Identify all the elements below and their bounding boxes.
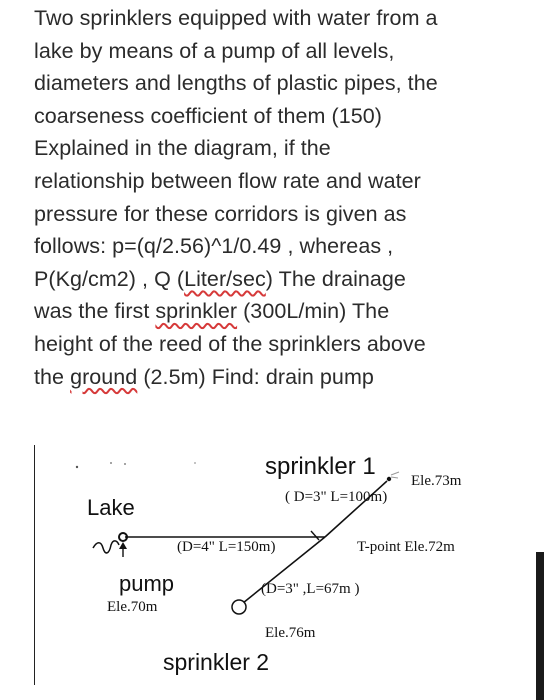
- tpoint-tick: [311, 531, 319, 540]
- sprinkler1-label: sprinkler 1: [265, 453, 376, 480]
- spellcheck-word-liter-sec: Liter/sec: [184, 266, 266, 291]
- question-line-10: [34, 295, 524, 328]
- pipe-network-diagram: [34, 445, 517, 685]
- question-line-10-end: (300L/min) The: [237, 299, 390, 324]
- question-line-5: Explained in the diagram, if the: [34, 136, 331, 161]
- question-line-1: Two sprinklers equipped with water from a: [34, 6, 438, 30]
- sprinkler2-elevation: Ele.76m: [265, 625, 316, 641]
- tpoint-label: T-point Ele.72m: [357, 539, 455, 555]
- question-line-10-start: was the first: [34, 299, 156, 324]
- speck-mark: [124, 463, 126, 465]
- question-line-3: diameters and lengths of plastic pipes, the: [34, 71, 438, 96]
- question-line-11: height of the reed of the sprinklers above: [34, 331, 426, 356]
- bottom-pipe-spec: (D=3" ,L=67m ): [261, 581, 360, 597]
- question-text: [34, 2, 524, 393]
- question-line-6: relationship between flow rate and water: [34, 168, 421, 193]
- sprinkler1-elevation: Ele.73m: [411, 473, 462, 489]
- question-line-2: lake by means of a pump of all levels,: [34, 38, 395, 63]
- sprinkler1-spray-icon: [391, 472, 399, 478]
- lake-wave-icon: [93, 541, 119, 553]
- top-pipe-spec: ( D=3" L=100m): [285, 489, 388, 505]
- pump-label: pump: [119, 571, 175, 596]
- pump-arrow-head-icon: [119, 542, 127, 549]
- lake-label: Lake: [87, 495, 135, 520]
- speck-mark: [76, 466, 78, 468]
- sprinkler2-node-icon: [232, 600, 246, 614]
- speck-mark: [110, 462, 112, 464]
- right-edge-bar: [536, 552, 544, 700]
- main-pipe-spec: (D=4" L=150m): [177, 539, 276, 555]
- question-line-12: [34, 361, 524, 394]
- sprinkler1-node-icon: [387, 477, 391, 481]
- pump-elevation: Ele.70m: [107, 599, 158, 615]
- question-line-9-end: ) The drainage: [265, 266, 406, 291]
- speck-mark: [194, 462, 196, 464]
- question-line-12-start: the: [34, 364, 71, 389]
- question-line-4: coarseness coefficient of them (150): [34, 103, 382, 128]
- question-line-9: [34, 263, 524, 296]
- spellcheck-word-sprinkler: sprinkler: [155, 299, 238, 324]
- spellcheck-word-ground: ground: [70, 364, 138, 389]
- question-line-8: follows: p=(q/2.56)^1/0.49 , whereas ,: [34, 234, 394, 259]
- question-line-12-end: (2.5m) Find: drain pump: [137, 364, 374, 389]
- question-line-7: pressure for these corridors is given as: [34, 201, 407, 226]
- question-line-9-start: P(Kg/cm2) , Q (: [34, 266, 185, 291]
- sprinkler2-label: sprinkler 2: [163, 649, 270, 675]
